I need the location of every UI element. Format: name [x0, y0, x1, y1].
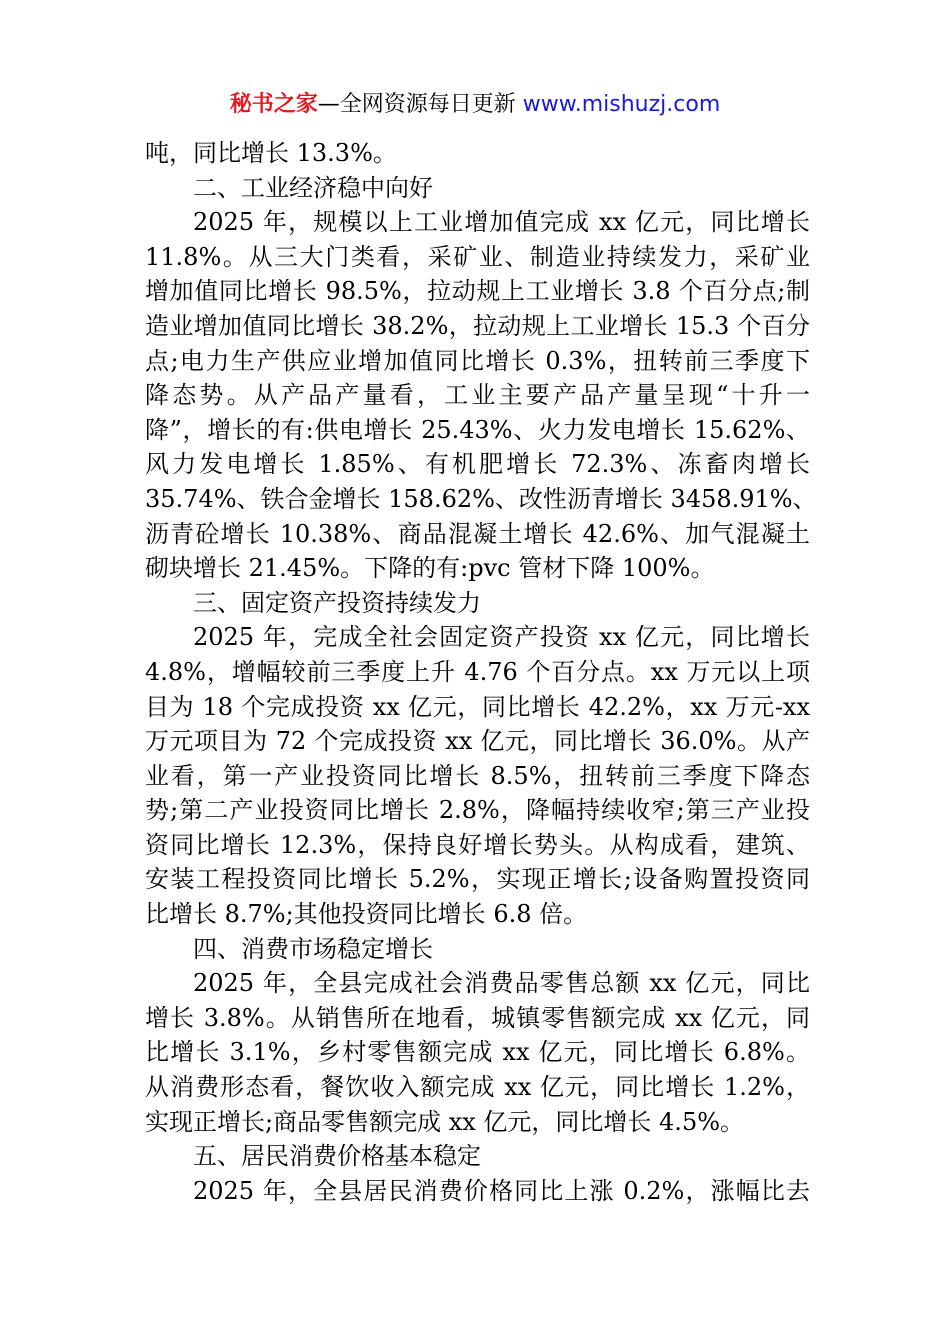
paragraph-line: 4.8%，增幅较前三季度上升 4.76 个百分点。xx 万元以上项: [145, 657, 810, 686]
paragraph-line: 35.74%、铁合金增长 158.62%、改性沥青增长 3458.91%、: [145, 484, 817, 513]
paragraph-line: 安装工程投资同比增长 5.2%，实现正增长;设备购置投资同: [145, 865, 810, 894]
section-heading: 二、工业经济稳中向好: [193, 173, 433, 202]
paragraph-line: 砌块增长 21.45%。下降的有:pvc 管材下降 100%。: [145, 554, 715, 583]
site-brand: 秘书之家: [229, 92, 318, 117]
paragraph-line: 造业增加值同比增长 38.2%，拉动规上工业增长 15.3 个百分: [145, 311, 810, 340]
paragraph-line: 比增长 8.7%;其他投资同比增长 6.8 倍。: [145, 900, 588, 929]
paragraph-line: 业看，第一产业投资同比增长 8.5%，扭转前三季度下降态: [145, 761, 810, 790]
paragraph-line: 资同比增长 12.3%，保持良好增长势头。从构成看，建筑、: [145, 830, 810, 859]
paragraph-line: 降态势。从产品产量看，工业主要产品产量呈现“十升一: [145, 381, 810, 410]
paragraph-line: 势;第二产业投资同比增长 2.8%，降幅持续收窄;第三产业投: [145, 796, 810, 825]
paragraph-line: 比增长 3.1%，乡村零售额完成 xx 亿元，同比增长 6.8%。: [145, 1038, 810, 1067]
paragraph-line: 2025 年，规模以上工业增加值完成 xx 亿元，同比增长: [193, 208, 810, 237]
section-heading: 三、固定资产投资持续发力: [193, 588, 481, 617]
paragraph-line: 增长 3.8%。从销售所在地看，城镇零售额完成 xx 亿元，同: [145, 1003, 810, 1032]
site-url-link[interactable]: www.mishuzj.com: [522, 92, 721, 117]
paragraph-line: 从消费形态看，餐饮收入额完成 xx 亿元，同比增长 1.2%，: [145, 1073, 810, 1102]
paragraph-line: 2025 年，完成全社会固定资产投资 xx 亿元，同比增长: [193, 623, 810, 652]
paragraph-line: 点;电力生产供应业增加值同比增长 0.3%，扭转前三季度下: [145, 346, 810, 375]
paragraph-line: 降”，增长的有:供电增长 25.43%、火力发电增长 15.62%、: [145, 415, 810, 444]
paragraph-line: 风力发电增长 1.85%、有机肥增长 72.3%、冻畜肉增长: [145, 450, 810, 479]
paragraph-line: 2025 年，全县居民消费价格同比上涨 0.2%，涨幅比去: [193, 1176, 810, 1205]
paragraph-line: 目为 18 个完成投资 xx 亿元，同比增长 42.2%，xx 万元-xx: [145, 692, 810, 721]
paragraph-line: 11.8%。从三大门类看，采矿业、制造业持续发力，采矿业: [145, 242, 810, 271]
section-heading: 四、消费市场稳定增长: [193, 934, 433, 963]
section-heading: 五、居民消费价格基本稳定: [193, 1142, 481, 1171]
paragraph-line: 沥青砼增长 10.38%、商品混凝土增长 42.6%、加气混凝土: [145, 519, 810, 548]
site-tagline: —全网资源每日更新: [317, 92, 523, 117]
paragraph-line: 增加值同比增长 98.5%，拉动规上工业增长 3.8 个百分点;制: [145, 277, 810, 306]
paragraph-line: 实现正增长;商品零售额完成 xx 亿元，同比增长 4.5%。: [145, 1107, 745, 1136]
document-body: [145, 136, 817, 1208]
paragraph-line: 吨，同比增长 13.3%。: [145, 139, 397, 167]
paragraph-line: 万元项目为 72 个完成投资 xx 亿元，同比增长 36.0%。从产: [145, 727, 810, 756]
site-header: [0, 88, 950, 122]
paragraph-line: 2025 年，全县完成社会消费品零售总额 xx 亿元，同比: [193, 969, 810, 998]
